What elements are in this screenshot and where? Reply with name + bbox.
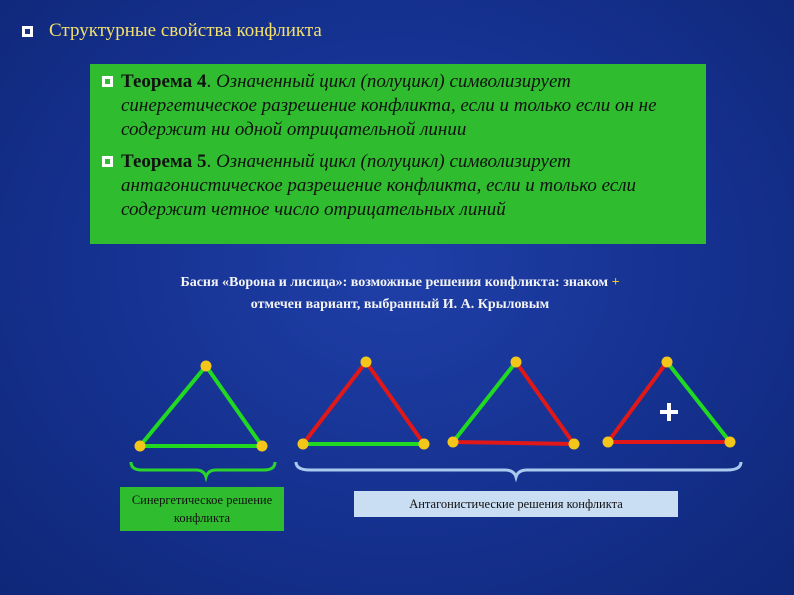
triangle-3-vertex-top bbox=[511, 357, 522, 368]
triangle-1-vertex-left bbox=[135, 441, 146, 452]
theorem-4: Теорема 4. Означенный цикл (полуцикл) символизирует синергетическое разрешение конфликта, если и только если он не содержит ни одной отрицательной линии bbox=[102, 70, 694, 142]
theorem-5-label: Теорема 5 bbox=[121, 151, 207, 172]
theorem-5-text: Означенный цикл (полуцикл) символизирует антагонистическое разрешение конфликта, если и только если содержит четное число отрицательных линий bbox=[121, 151, 637, 220]
caption-plus-icon: + bbox=[611, 275, 620, 290]
triangle-3-base-edge bbox=[453, 442, 574, 444]
triangle-4-vertex-right bbox=[725, 437, 736, 448]
synergetic-label: Синергетическое решение конфликта bbox=[120, 487, 284, 531]
theorem-4-label: Теорема 4 bbox=[121, 71, 207, 92]
triangle-4-left-edge bbox=[608, 362, 667, 442]
triangle-3-vertex-left bbox=[448, 437, 459, 448]
triangle-3-vertex-right bbox=[569, 439, 580, 450]
synergetic-brace bbox=[131, 462, 275, 477]
triangle-2-vertex-right bbox=[419, 439, 430, 450]
plus-sign-icon bbox=[660, 403, 678, 421]
triangles-layer bbox=[135, 357, 736, 452]
triangle-4-right-edge bbox=[667, 362, 730, 442]
theorem-5: Теорема 5. Означенный цикл (полуцикл) символизирует антагонистическое разрешение конфликта, если и только если содержит четное число отрицательных линий bbox=[102, 150, 694, 222]
triangle-3-left-edge bbox=[453, 362, 516, 442]
triangle-4-vertex-top bbox=[662, 357, 673, 368]
triangle-1-right-edge bbox=[206, 366, 262, 446]
triangle-2-left-edge bbox=[303, 362, 366, 444]
theorem-4-text: Означенный цикл (полуцикл) символизирует синергетическое разрешение конфликта, если и только если он не содержит ни одной отрицательной линии bbox=[121, 71, 657, 140]
triangle-1-left-edge bbox=[140, 366, 206, 446]
slide-title-text: Структурные свойства конфликта bbox=[49, 20, 322, 41]
triangle-2-right-edge bbox=[366, 362, 424, 444]
triangle-1-vertex-top bbox=[201, 361, 212, 372]
antagonistic-brace bbox=[296, 462, 741, 477]
caption-line-1: Басня «Ворона и лисица»: возможные решения конфликта: знаком bbox=[180, 275, 609, 290]
antagonistic-label: Антагонистические решения конфликта bbox=[354, 491, 678, 517]
caption-line-2: отмечен вариант, выбранный И. А. Крыловым bbox=[250, 297, 550, 312]
triangle-2-vertex-top bbox=[361, 357, 372, 368]
triangle-1-vertex-right bbox=[257, 441, 268, 452]
triangle-2-vertex-left bbox=[298, 439, 309, 450]
triangle-4-vertex-left bbox=[603, 437, 614, 448]
triangle-3-right-edge bbox=[516, 362, 574, 444]
